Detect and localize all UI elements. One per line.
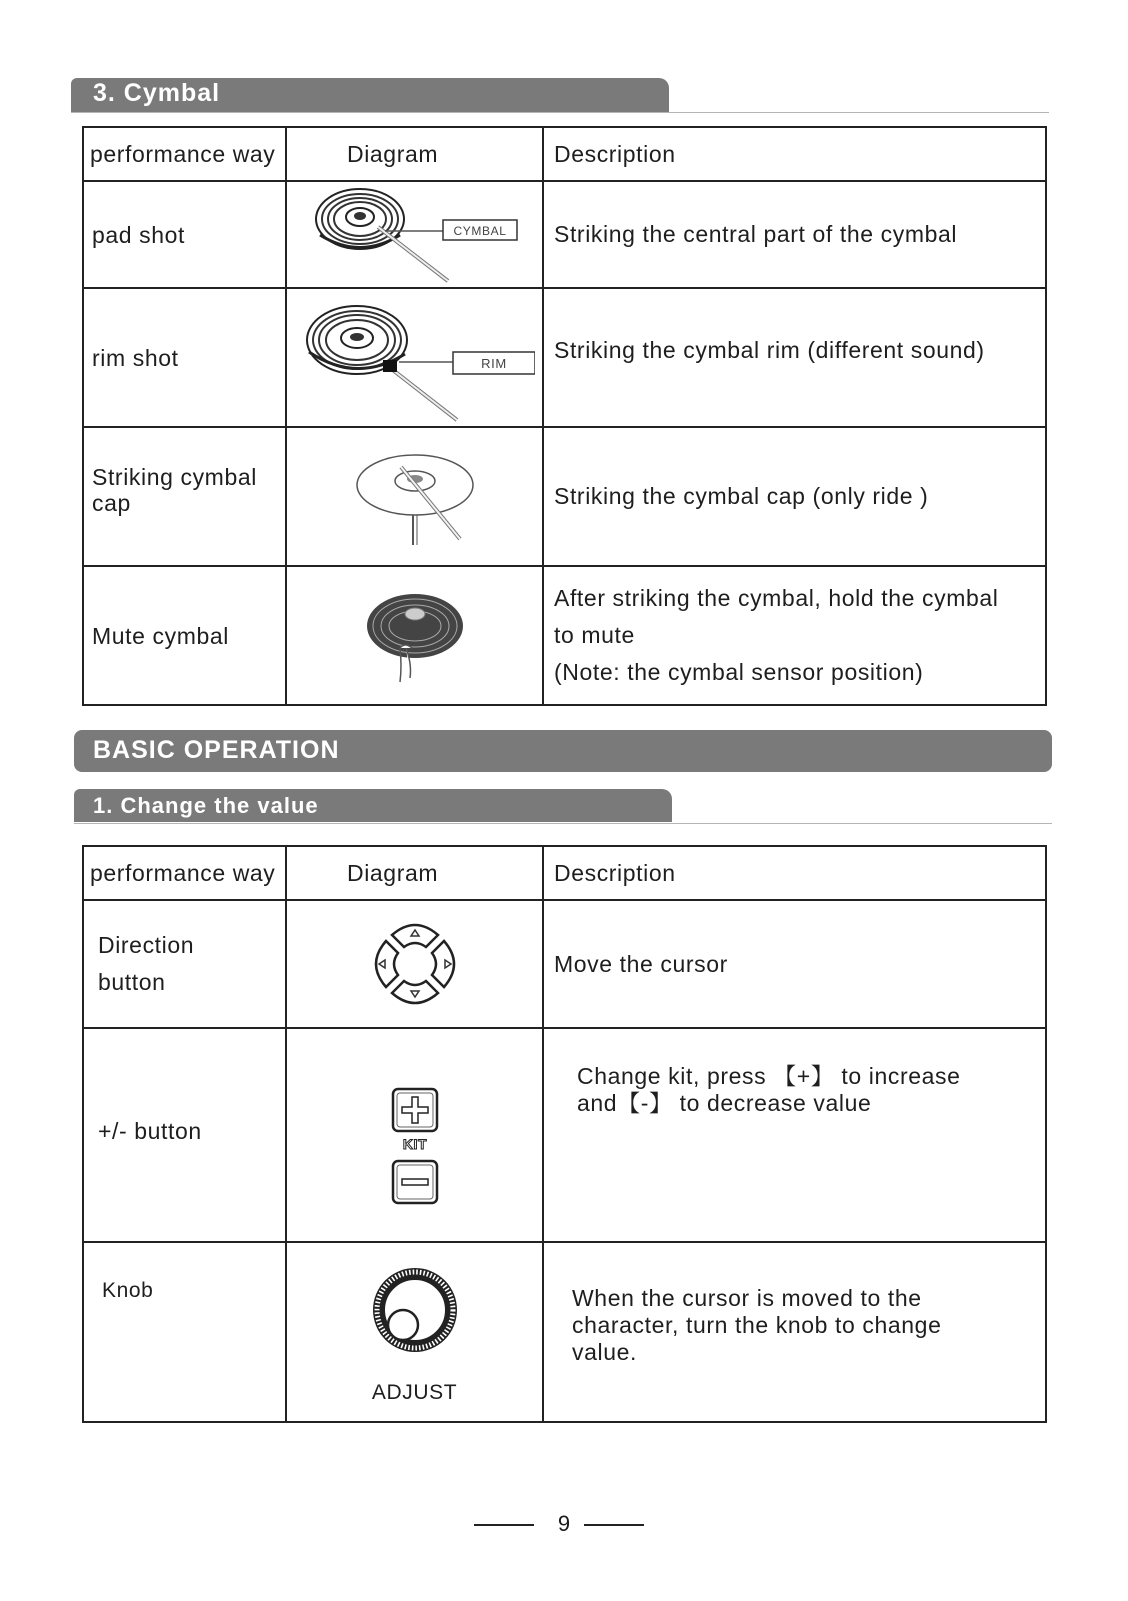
page-number: 9 xyxy=(557,1511,571,1536)
change-value-rule xyxy=(74,823,1052,824)
basic-operation-header xyxy=(74,730,1052,772)
description-cell: Striking the central part of the cymbal xyxy=(543,181,1046,288)
description-line: Change kit, press 【+】 to increase xyxy=(577,1063,961,1089)
header-description: Description xyxy=(543,846,1046,900)
diagram-cell xyxy=(286,566,543,705)
header-description: Description xyxy=(543,127,1046,181)
table-row xyxy=(83,1242,1046,1422)
cymbal-cap-icon xyxy=(345,447,485,547)
description-line: value. xyxy=(572,1339,637,1365)
performance-way-cell: Direction button xyxy=(83,900,286,1028)
diagram-cell xyxy=(286,1242,543,1422)
table-header-row xyxy=(83,846,1046,900)
diagram-cell xyxy=(286,1028,543,1242)
basic-operation-title: BASIC OPERATION xyxy=(93,736,340,764)
diagram-cell xyxy=(286,900,543,1028)
header-diagram: Diagram xyxy=(286,846,543,900)
adjust-knob-icon xyxy=(370,1265,460,1355)
kit-plus-minus-icon xyxy=(385,1085,445,1215)
diagram-cell xyxy=(286,288,543,427)
performance-way-cell: +/- button xyxy=(83,1028,286,1242)
header-diagram: Diagram xyxy=(286,127,543,181)
description-cell: Striking the cymbal cap (only ride ) xyxy=(543,427,1046,566)
table-row xyxy=(83,427,1046,566)
change-value-header xyxy=(74,789,672,822)
cymbal-section-rule xyxy=(71,112,1049,113)
table-row xyxy=(83,1028,1046,1242)
table-row xyxy=(83,900,1046,1028)
description-cell: Striking the cymbal rim (different sound) xyxy=(543,288,1046,427)
adjust-label: ADJUST xyxy=(371,1381,458,1404)
performance-way-cell: pad shot xyxy=(83,181,286,288)
cymbal-mute-icon xyxy=(360,586,470,686)
direction-pad-icon xyxy=(370,921,460,1007)
header-performance-way: performance way xyxy=(83,846,286,900)
cymbal-pad-shot-icon xyxy=(300,185,530,285)
table-row xyxy=(83,288,1046,427)
diagram-cell xyxy=(286,427,543,566)
description-cell xyxy=(543,1242,1046,1422)
cymbal-section-header xyxy=(71,78,669,112)
rim-label: RIM xyxy=(480,355,507,371)
performance-way-cell: Knob xyxy=(83,1242,286,1422)
kit-label: KIT xyxy=(402,1136,427,1152)
cymbal-table xyxy=(82,126,1047,706)
table-header-row xyxy=(83,127,1046,181)
description-cell: Move the cursor xyxy=(543,900,1046,1028)
description-line: character, turn the knob to change xyxy=(572,1312,942,1338)
cymbal-section-title: 3. Cymbal xyxy=(93,79,221,107)
cymbal-label: CYMBAL xyxy=(453,223,506,238)
change-value-title: 1. Change the value xyxy=(93,793,319,818)
performance-way-cell: rim shot xyxy=(83,288,286,427)
description-cell xyxy=(543,1028,1046,1242)
basic-operation-table xyxy=(82,845,1047,1423)
performance-way-cell: Striking cymbal cap xyxy=(83,427,286,566)
diagram-cell xyxy=(286,181,543,288)
table-row xyxy=(83,566,1046,705)
description-line: and【-】 to decrease value xyxy=(577,1090,872,1116)
table-row xyxy=(83,181,1046,288)
cymbal-rim-shot-icon xyxy=(295,292,535,424)
description-line: When the cursor is moved to the xyxy=(572,1285,922,1311)
header-performance-way: performance way xyxy=(83,127,286,181)
page-number-line-right xyxy=(584,1524,644,1526)
description-cell: After striking the cymbal, hold the cymbal to mute (Note: the cymbal sensor position) xyxy=(543,566,1046,705)
performance-way-cell: Mute cymbal xyxy=(83,566,286,705)
